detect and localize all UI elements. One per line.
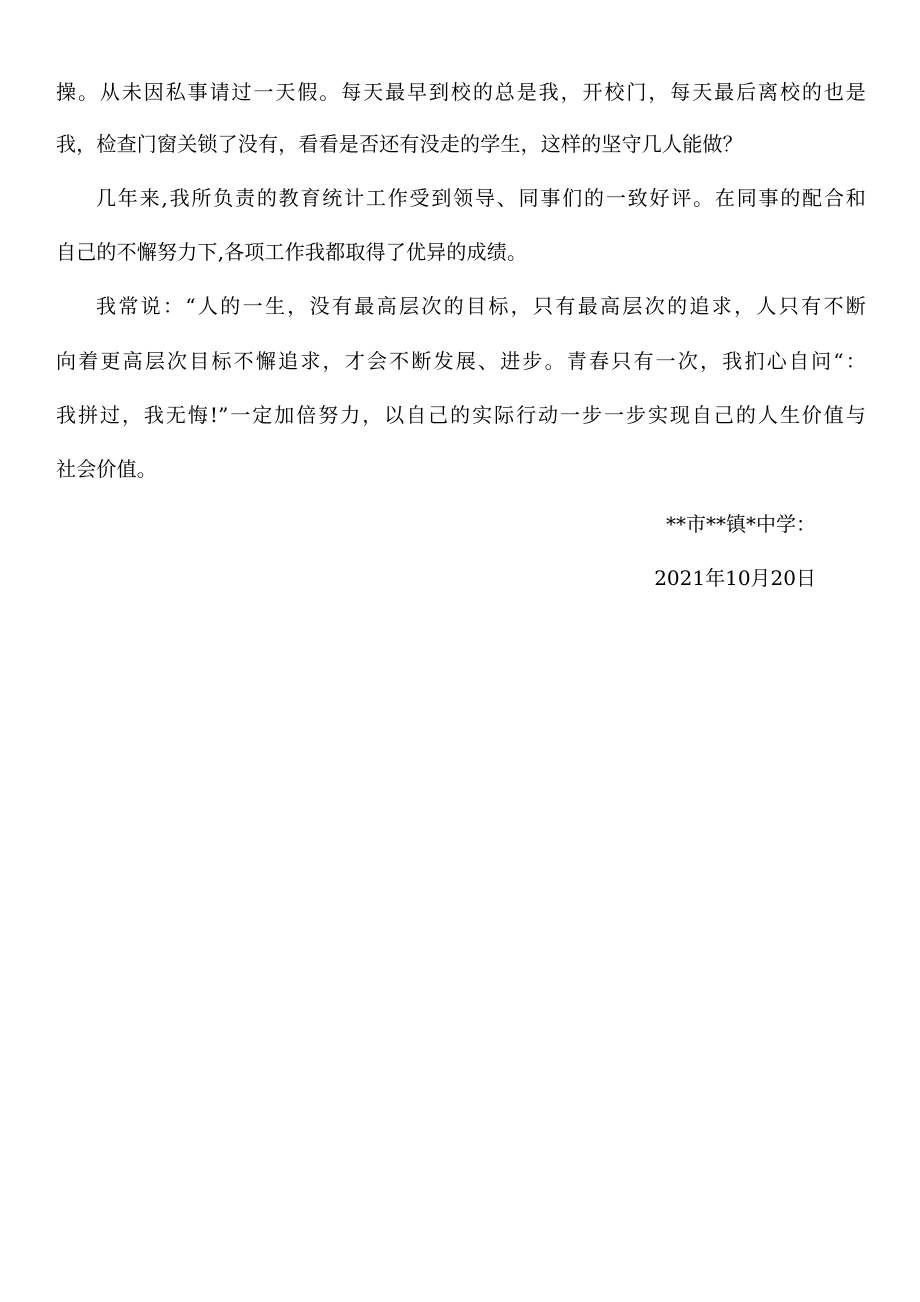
body-line-8: 社会价值。 [56,457,157,481]
body-line-3: 几年来,我所负责的教育统计工作受到领导、同事们的一致好评。在同事的配合和 [96,186,866,210]
body-line-1: 操。从未因私事请过一天假。每天最早到校的总是我，开校门，每天最后离校的也是 [56,80,866,104]
signature-date: 2021年10月20日 [654,566,816,590]
body-line-4: 自己的不懈努力下,各项工作我都取得了优异的成绩。 [56,240,528,264]
body-line-2: 我，检查门窗关锁了没有，看看是否还有没走的学生，这样的坚守几人能做？ [56,132,743,156]
body-line-7: 我拼过，我无悔!”一定加倍努力，以自己的实际行动一步一步实现自己的人生价值与 [56,403,866,427]
body-line-5: 我常说：“人的一生，没有最高层次的目标，只有最高层次的追求，人只有不断 [96,294,866,318]
body-line-6: 向着更高层次目标不懈追求，才会不断发展、进步。青春只有一次，我扪心自问“： [56,349,866,373]
signature-organization: **市**镇*中学： [666,512,816,536]
